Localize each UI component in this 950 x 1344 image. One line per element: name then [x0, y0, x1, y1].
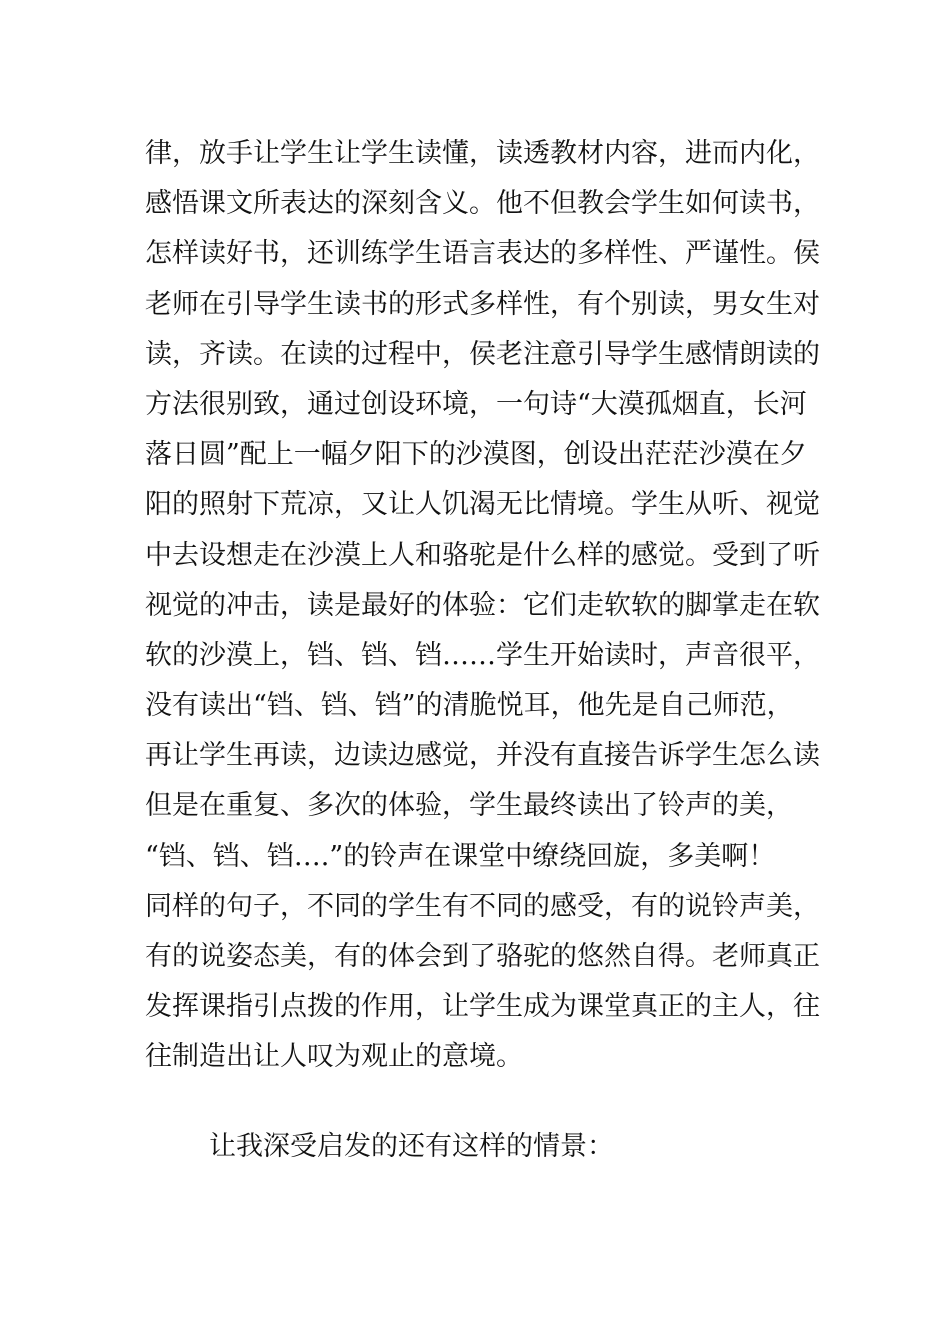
text-line: 中去设想走在沙漠上人和骆驼是什么样的感觉。受到了听: [145, 539, 820, 571]
text-line: 方法很别致，通过创设环境，一句诗“大漠孤烟直，长河: [145, 388, 807, 420]
text-line: 视觉的冲击，读是最好的体验：它们走软软的脚掌走在软: [145, 589, 820, 621]
text-line: 往制造出让人叹为观止的意境。: [145, 1041, 523, 1073]
text-line: 律，放手让学生让学生读懂，读透教材内容，进而内化，: [145, 138, 820, 169]
text-line: 软的沙漠上，铛、铛、铛……学生开始读时，声音很平，: [145, 639, 820, 671]
text-line: 让我深受启发的还有这样的情景：: [209, 1131, 614, 1162]
text-line: 怎样读好书，还训练学生语言表达的多样性、严谨性。侯: [145, 238, 820, 270]
body-paragraph: [145, 129, 820, 1083]
text-line: 同样的句子，不同的学生有不同的感受，有的说铃声美，: [145, 890, 820, 922]
text-line: 再让学生再读，边读边感觉，并没有直接告诉学生怎么读: [145, 740, 820, 772]
text-line: 感悟课文所表达的深刻含义。他不但教会学生如何读书，: [145, 188, 820, 220]
text-line: 读，齐读。在读的过程中，侯老注意引导学生感情朗读的: [145, 338, 820, 370]
text-line: 发挥课指引点拨的作用，让学生成为课堂真正的主人，往: [145, 991, 820, 1023]
text-line: 没有读出“铛、铛、铛”的清脆悦耳，他先是自己师范，: [145, 690, 794, 722]
text-line: 老师在引导学生读书的形式多样性，有个别读，男女生对: [145, 288, 820, 320]
text-line: 落日圆”配上一幅夕阳下的沙漠图，创设出茫茫沙漠在夕: [145, 439, 807, 471]
indented-paragraph: [145, 1122, 815, 1172]
text-line: 有的说姿态美，有的体会到了骆驼的悠然自得。老师真正: [145, 941, 820, 972]
text-line: “铛、铛、铛….”的铃声在课堂中缭绕回旋，多美啊！: [145, 840, 776, 872]
text-line: 但是在重复、多次的体验，学生最终读出了铃声的美，: [145, 790, 793, 822]
text-line: 阳的照射下荒凉，又让人饥渴无比情境。学生从听、视觉: [145, 489, 820, 521]
